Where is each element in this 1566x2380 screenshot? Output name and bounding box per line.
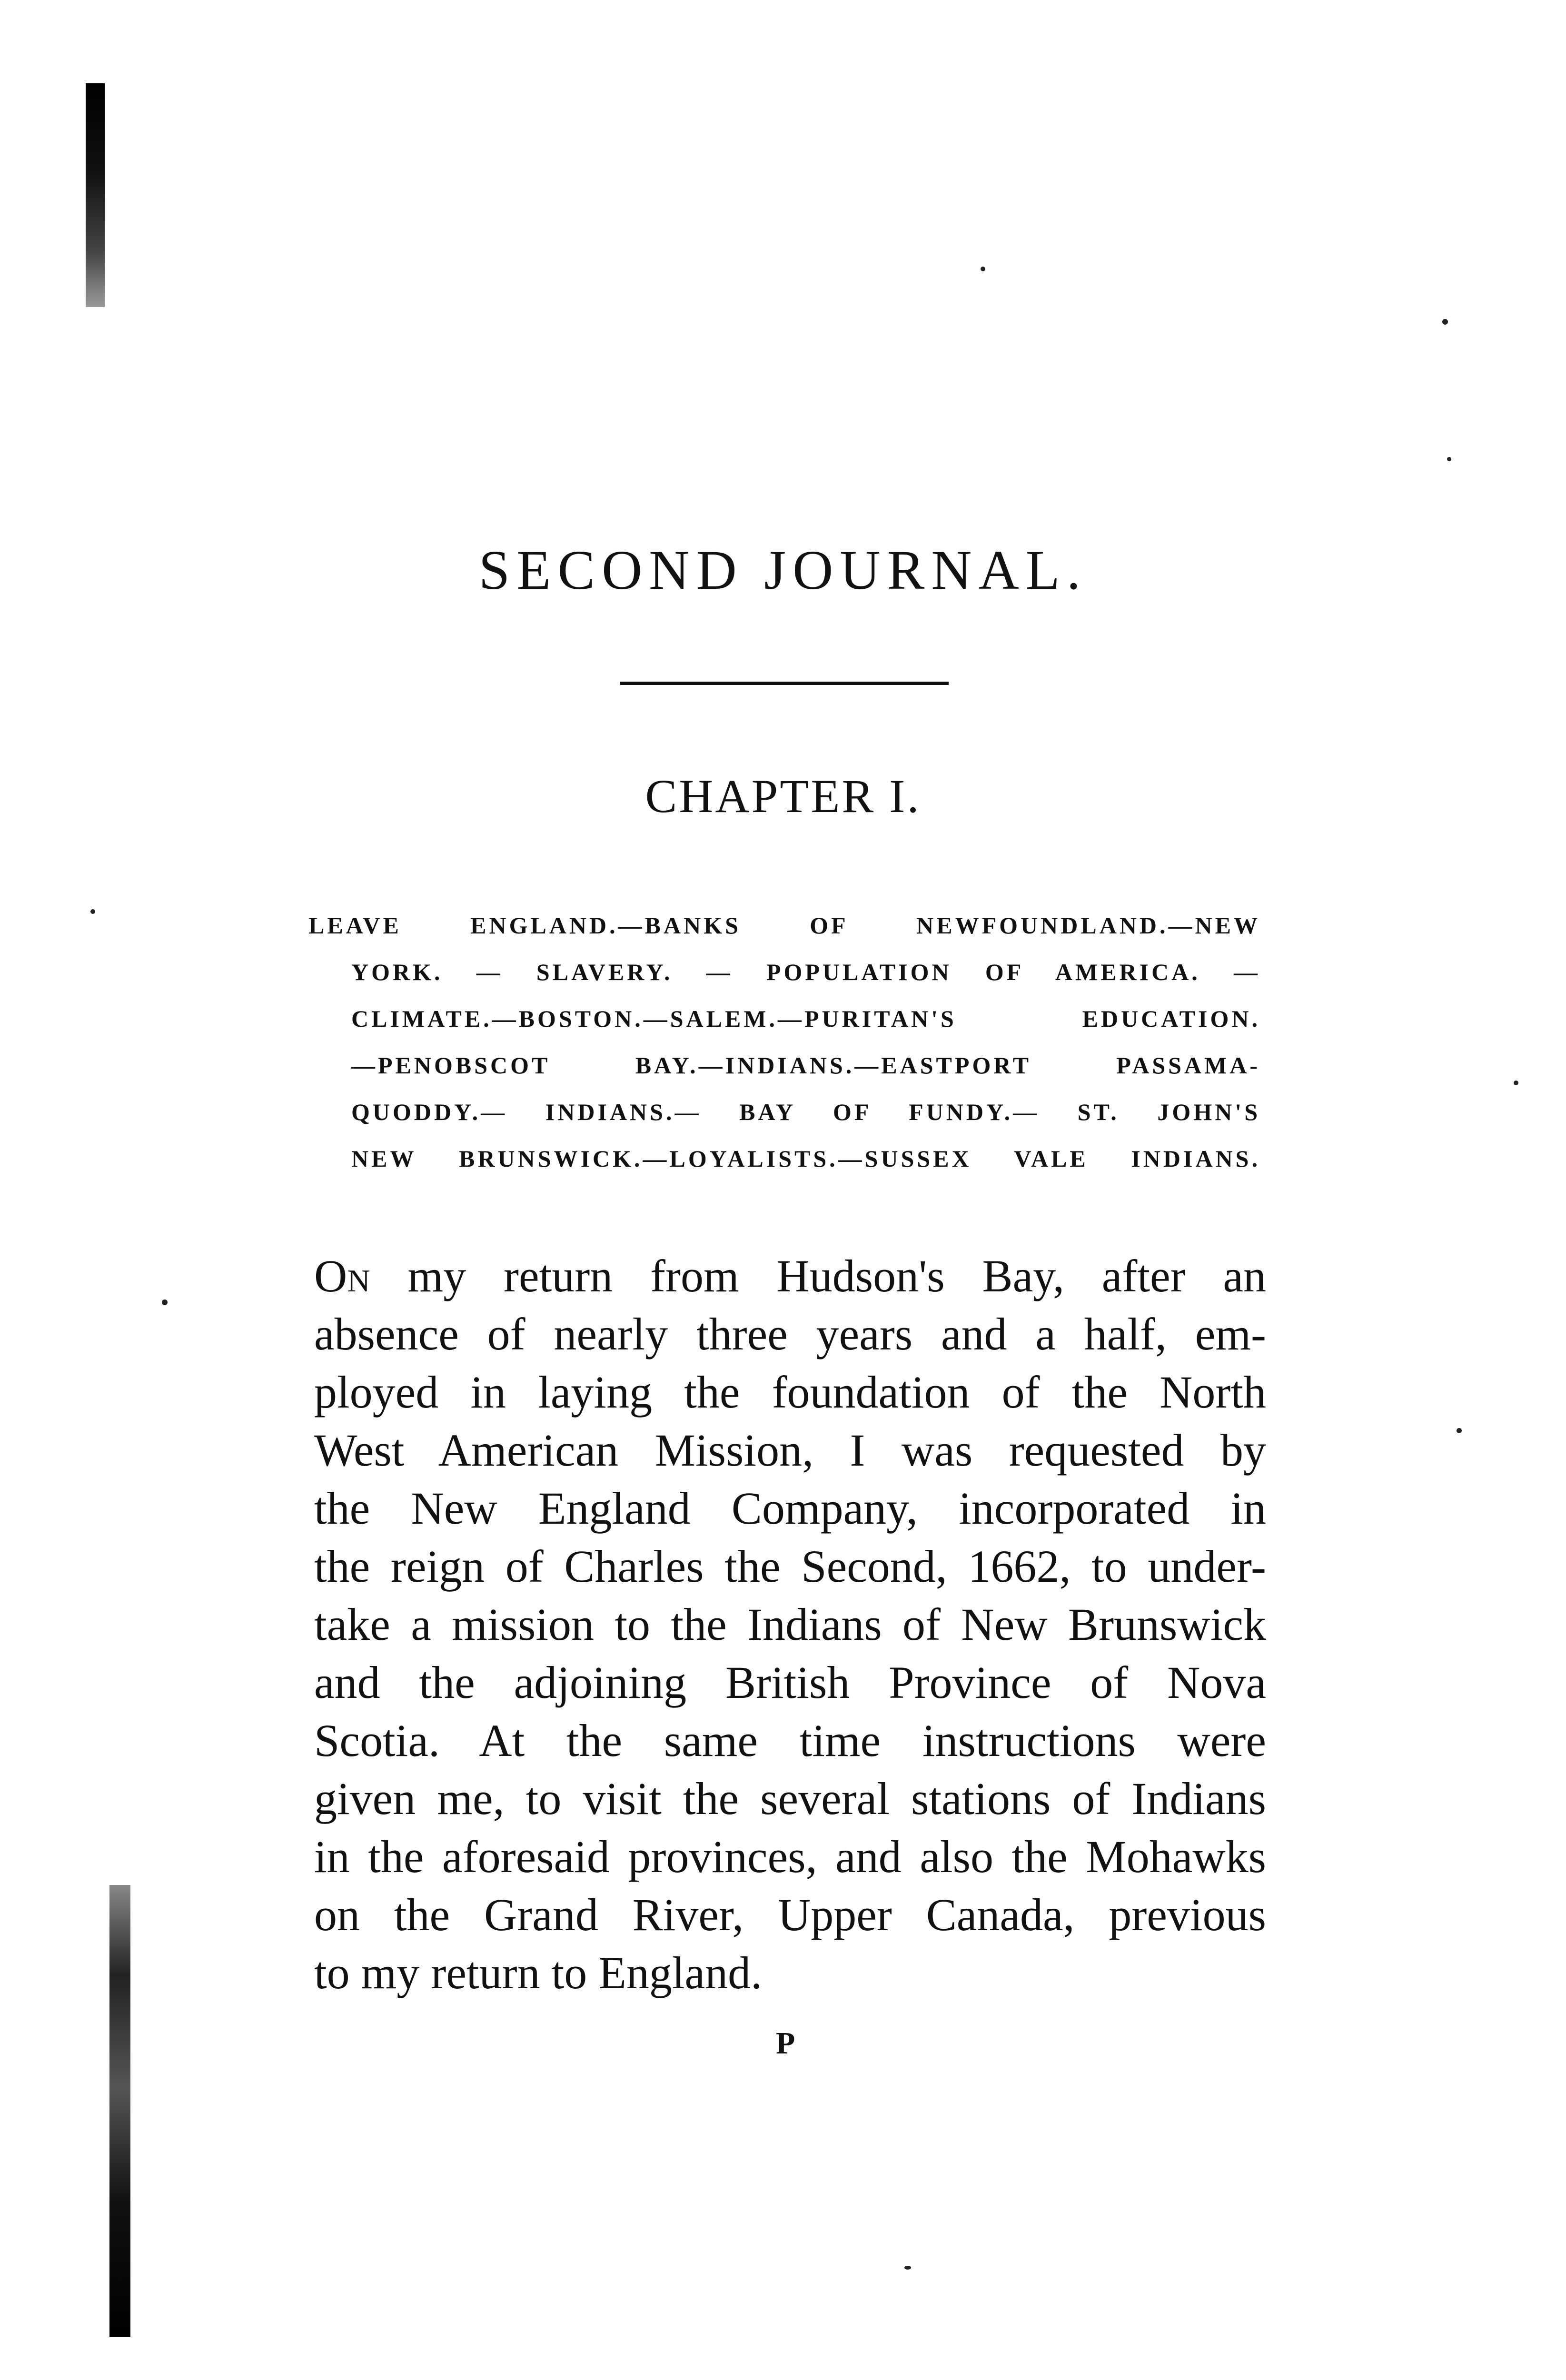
binding-shadow-top bbox=[86, 83, 105, 307]
body-line: given me, to visit the several stations of Indians bbox=[314, 1773, 1266, 1824]
body-line: ployed in laying the foundation of the North bbox=[314, 1367, 1266, 1418]
synopsis-line: QUODDY.— INDIANS.— BAY OF FUNDY.— ST. JOHN'S bbox=[351, 1099, 1260, 1125]
scan-speck bbox=[1514, 1081, 1518, 1085]
opening-word: On bbox=[314, 1250, 370, 1301]
body-line-first bbox=[314, 1247, 1266, 1305]
signature-mark: P bbox=[776, 2026, 795, 2061]
body-line: on the Grand River, Upper Canada, previous bbox=[314, 1889, 1266, 1940]
scan-speck bbox=[1447, 457, 1451, 461]
scan-speck bbox=[162, 1299, 168, 1305]
body-line: in the aforesaid provinces, and also the Mohawks bbox=[314, 1831, 1266, 1882]
body-paragraph bbox=[314, 1247, 1266, 2002]
synopsis-line: CLIMATE.—BOSTON.—SALEM.—PURITAN'S EDUCATION. bbox=[351, 1005, 1260, 1032]
body-line: and the adjoining British Province of Nova bbox=[314, 1657, 1266, 1708]
body-line: to my return to England. bbox=[314, 1947, 763, 1998]
running-title: SECOND JOURNAL. bbox=[478, 539, 1088, 601]
body-line: absence of nearly three years and a half, em- bbox=[314, 1309, 1266, 1359]
synopsis-line: NEW BRUNSWICK.—LOYALISTS.—SUSSEX VALE INDIANS. bbox=[351, 1145, 1260, 1172]
scan-speck bbox=[1442, 319, 1448, 325]
body-line: the reign of Charles the Second, 1662, to under- bbox=[314, 1541, 1266, 1592]
scan-speck bbox=[1457, 1428, 1462, 1433]
synopsis-line: LEAVE ENGLAND.—BANKS OF NEWFOUNDLAND.—NEW bbox=[308, 912, 1260, 939]
synopsis-line: YORK. — SLAVERY. — POPULATION OF AMERICA. — bbox=[351, 959, 1260, 985]
body-line: take a mission to the Indians of New Brunswick bbox=[314, 1599, 1266, 1650]
chapter-synopsis bbox=[308, 902, 1260, 1182]
body-line-text: my return from Hudson's Bay, after an bbox=[370, 1250, 1266, 1301]
chapter-heading: CHAPTER I. bbox=[645, 770, 921, 823]
body-line: West American Mission, I was requested by bbox=[314, 1425, 1266, 1476]
scan-speck bbox=[904, 2266, 911, 2270]
synopsis-line: —PENOBSCOT BAY.—INDIANS.—EASTPORT PASSAMA- bbox=[351, 1052, 1260, 1079]
title-divider-rule bbox=[620, 682, 949, 685]
scan-speck bbox=[90, 909, 95, 914]
scan-speck bbox=[981, 267, 985, 271]
body-line: Scotia. At the same time instructions were bbox=[314, 1715, 1266, 1766]
body-line: the New England Company, incorporated in bbox=[314, 1483, 1266, 1534]
binding-shadow-bottom bbox=[109, 1885, 130, 2337]
